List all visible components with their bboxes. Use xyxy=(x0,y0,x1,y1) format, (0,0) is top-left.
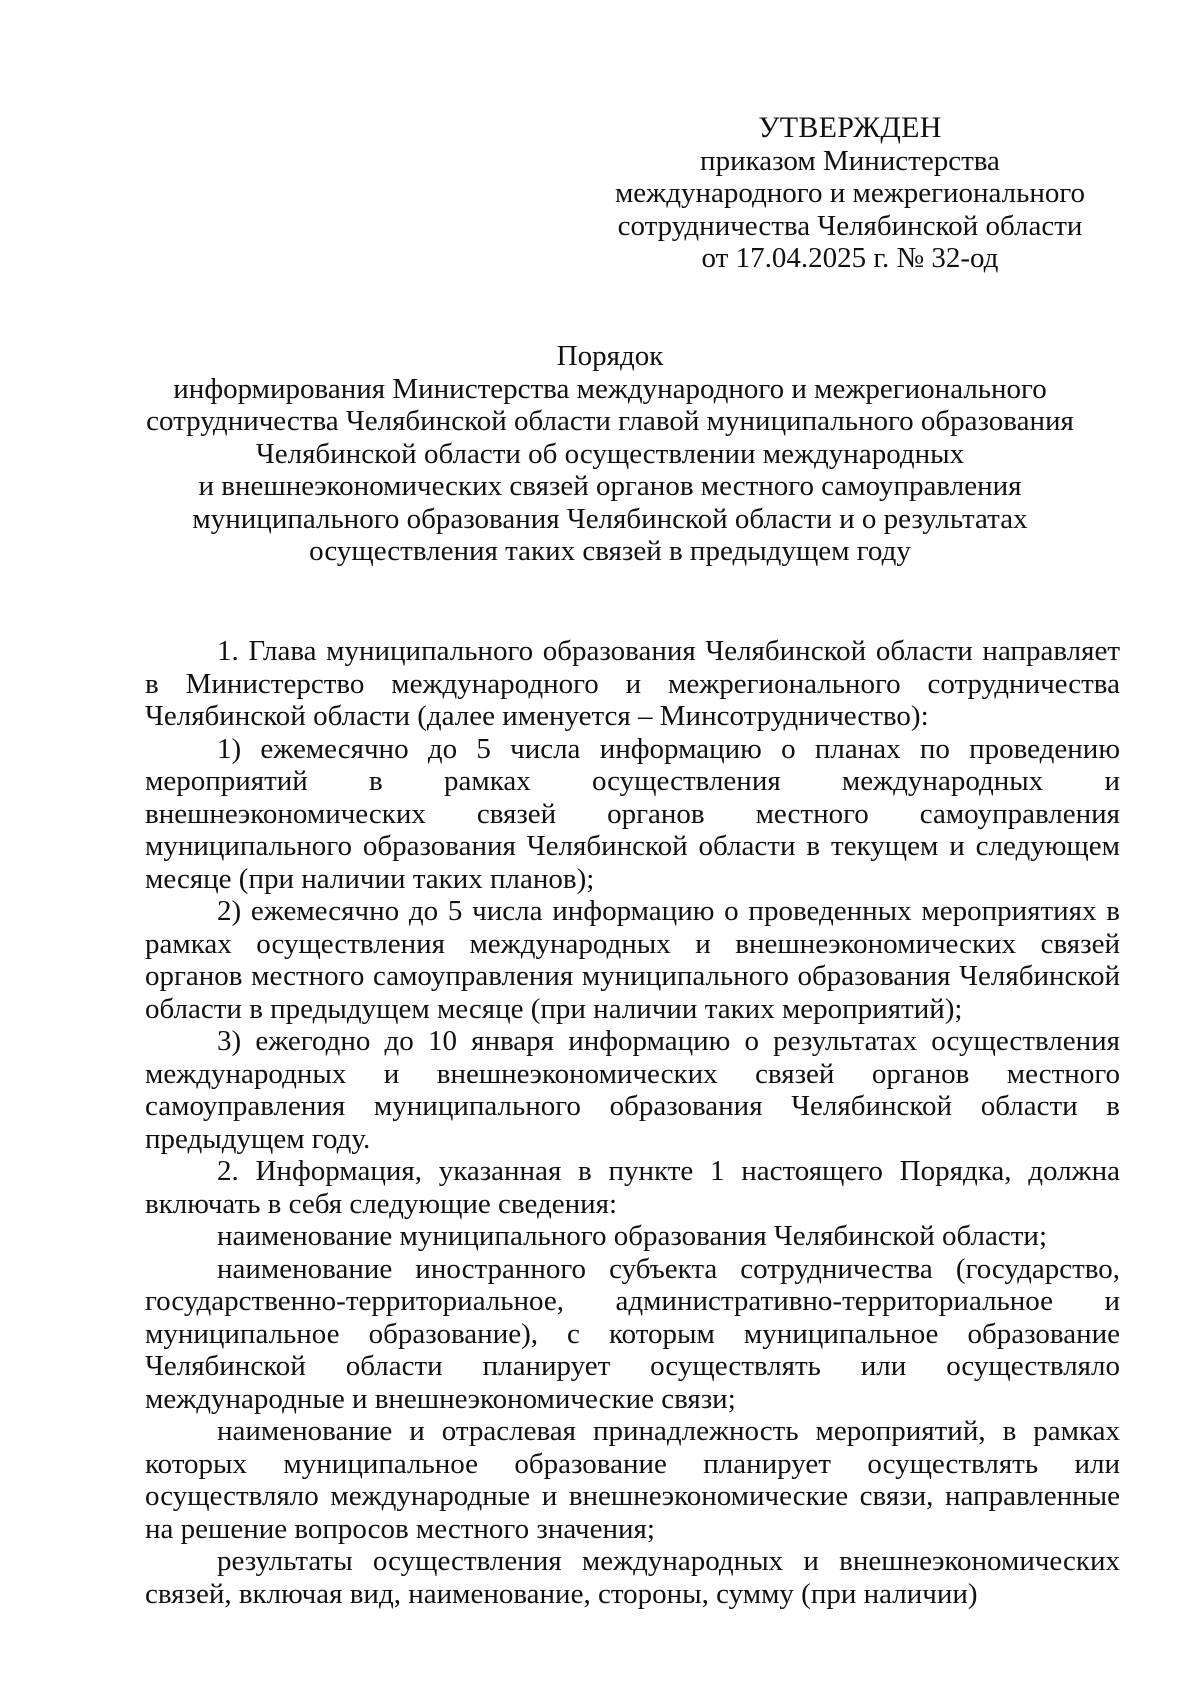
approval-line: международного и межрегионального xyxy=(614,177,1086,209)
title-heading: Порядок xyxy=(556,340,664,372)
paragraph-1-3: 3) ежегодно до 10 января информацию о результатах осуществления международных и внешнеэкономических связей органов местного самоуправления муниципального образования Челябинской области в предыдущем году. xyxy=(145,1025,1120,1155)
title-line: и внешнеэкономических связей органов местного самоуправления xyxy=(198,470,1022,502)
paragraph-1-2: 2) ежемесячно до 5 числа информацию о проведенных мероприятиях в рамках осуществления международных и внешнеэкономических связей органов местного самоуправления муниципального образования Челябинской области в предыдущем месяце (при наличии таких мероприятий); xyxy=(145,895,1120,1025)
title-line: осуществления таких связей в предыдущем году xyxy=(309,535,911,567)
approval-line: приказом Министерства xyxy=(700,144,1000,177)
document-title xyxy=(145,340,1075,568)
paragraph-2-item-foreign-subject: наименование иностранного субъекта сотрудничества (государство, государственно-территориальное, административно-территориальное и муниципальное образование), с которым муниципальное образование Челябинской области планирует осуществлять или осуществляло международные и внешнеэкономические связи; xyxy=(145,1252,1120,1415)
title-line: Челябинской области об осуществлении международных xyxy=(255,437,965,470)
approval-stamp xyxy=(600,112,1100,275)
title-line: муниципального образования Челябинской области и о результатах xyxy=(192,502,1028,535)
paragraph-1-1: 1) ежемесячно до 5 числа информацию о планах по проведению мероприятий в рамках осуществления международных и внешнеэкономических связей органов местного самоуправления муниципального образования Челябинской области в текущем и следующем месяце (при наличии таких планов); xyxy=(145,732,1120,895)
document-body xyxy=(145,635,1120,1610)
paragraph-1: 1. Глава муниципального образования Челябинской области направляет в Министерство международного и межрегионального сотрудничества Челябинской области (далее именуется – Минсотрудничество): xyxy=(145,635,1120,732)
approval-line: сотрудничества Челябинской области xyxy=(617,209,1083,242)
paragraph-2-item-municipality: наименование муниципального образования Челябинской области; xyxy=(217,1220,1048,1252)
paragraph-2-item-events: наименование и отраслевая принадлежность мероприятий, в рамках которых муниципальное образование планирует осуществлять или осуществляло международные и внешнеэкономические связи, направленные на решение вопросов местного значения; xyxy=(145,1415,1120,1545)
approval-line: от 17.04.2025 г. № 32-од xyxy=(701,242,999,274)
title-line: сотрудничества Челябинской области главой муниципального образования xyxy=(146,405,1074,437)
paragraph-2: 2. Информация, указанная в пункте 1 настоящего Порядка, должна включать в себя следующие сведения: xyxy=(145,1155,1120,1220)
title-line: информирования Министерства международного и межрегионального xyxy=(173,372,1047,405)
paragraph-2-item-results: результаты осуществления международных и внешнеэкономических связей, включая вид, наименование, стороны, сумму (при наличии) xyxy=(145,1545,1120,1610)
approval-heading: УТВЕРЖДЕН xyxy=(758,111,942,144)
